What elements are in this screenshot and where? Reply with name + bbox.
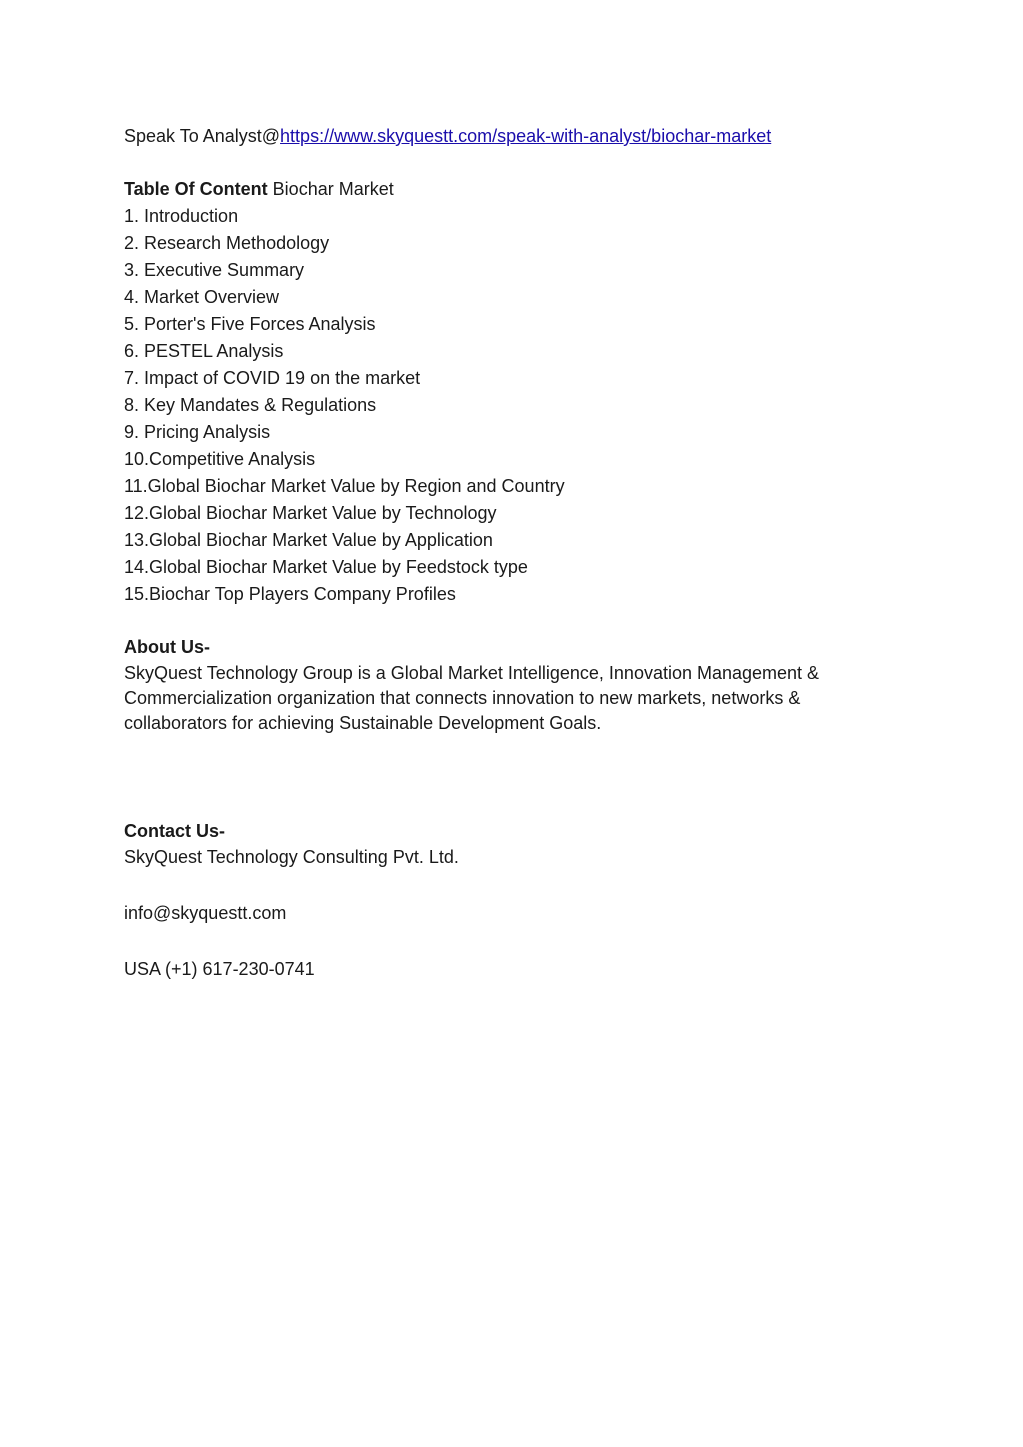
contact-email[interactable]: info@skyquestt.com	[124, 903, 287, 923]
toc-item: 9. Pricing Analysis	[124, 422, 271, 442]
toc-heading	[124, 176, 904, 203]
contact-phone: USA (+1) 617-230-0741	[124, 959, 315, 979]
toc-item: 12.Global Biochar Market Value by Technology	[124, 503, 497, 523]
document-page	[124, 122, 904, 982]
analyst-link[interactable]: https://www.skyquestt.com/speak-with-analyst/biochar-market	[280, 126, 772, 146]
toc-item: 10.Competitive Analysis	[124, 449, 316, 469]
contact-company: SkyQuest Technology Consulting Pvt. Ltd.	[124, 847, 459, 867]
toc-item: 1. Introduction	[124, 206, 239, 226]
toc-item: 2. Research Methodology	[124, 233, 330, 253]
toc-item: 3. Executive Summary	[124, 260, 305, 280]
toc-item: 11.Global Biochar Market Value by Region and Country	[124, 476, 565, 496]
about-paragraph	[124, 661, 904, 736]
about-line: SkyQuest Technology Group is a Global Market Intelligence, Innovation Management &	[124, 663, 820, 683]
toc-item: 14.Global Biochar Market Value by Feedstock type	[124, 557, 528, 577]
toc-item: 13.Global Biochar Market Value by Application	[124, 530, 493, 550]
about-heading: About Us-	[124, 637, 210, 657]
toc-item: 8. Key Mandates & Regulations	[124, 395, 377, 415]
speak-to-analyst-line	[124, 122, 904, 150]
about-line: Commercialization organization that connects innovation to new markets, networks &	[124, 688, 801, 708]
toc-item: 6. PESTEL Analysis	[124, 341, 284, 361]
toc-heading-bold: Table Of Content	[124, 179, 268, 199]
contact-heading: Contact Us-	[124, 821, 226, 841]
toc-item: 15.Biochar Top Players Company Profiles	[124, 584, 456, 604]
toc-item: 4. Market Overview	[124, 287, 280, 307]
toc-list	[124, 203, 904, 608]
toc-item: 7. Impact of COVID 19 on the market	[124, 368, 421, 388]
toc-item: 5. Porter's Five Forces Analysis	[124, 314, 376, 334]
speak-prefix: Speak To Analyst@	[124, 126, 281, 146]
about-line: collaborators for achieving Sustainable Development Goals.	[124, 713, 602, 733]
toc-heading-rest: Biochar Market	[267, 179, 394, 199]
